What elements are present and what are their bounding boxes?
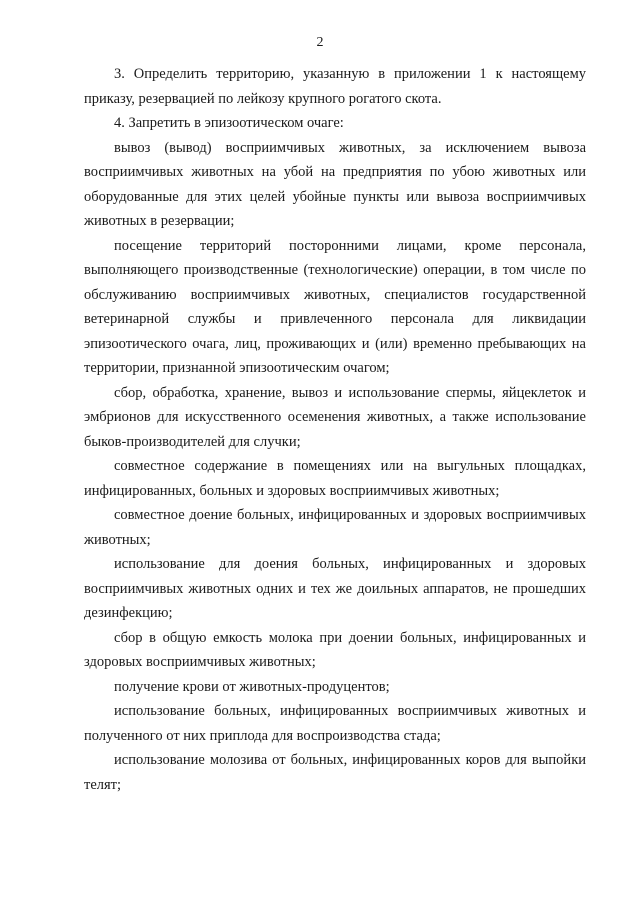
document-body xyxy=(84,62,586,797)
paragraph-export-ban: вывоз (вывод) восприимчивых животных, за исключением вывоза восприимчивых животных на убой на предприятия по убою животных или оборудованные для этих целей убойные пункты или вывоза восприимчивых животных в резервации; xyxy=(84,139,586,229)
page-number: 2 xyxy=(316,35,324,50)
paragraph-colostrum-ban: использование молозива от больных, инфицированных коров для выпойки телят; xyxy=(84,752,586,793)
paragraph-milk-collection-ban: сбор в общую емкость молока при доении больных, инфицированных и здоровых восприимчивых животных; xyxy=(84,629,586,670)
paragraph-breeding-ban: использование больных, инфицированных восприимчивых животных и полученного от них приплода для воспроизводства стада; xyxy=(84,703,586,744)
paragraph-visit-ban: посещение территорий посторонними лицами, кроме персонала, выполняющего производственные (технологические) операции, в том числе по обслуживанию восприимчивых животных, специалистов государственной ветеринарной службы и привлеченного персонала для ликвидации эпизоотического очага, лиц, проживающих и (или) временно пребывающих на территории, признанной эпизоотическим очагом; xyxy=(84,237,586,376)
paragraph-joint-milking-ban: совместное доение больных, инфицированных и здоровых восприимчивых животных; xyxy=(84,507,586,548)
paragraph-item-3: 3. Определить территорию, указанную в приложении 1 к настоящему приказу, резервацией по лейкозу крупного рогатого скота. xyxy=(84,66,586,107)
paragraph-blood-collection-ban: получение крови от животных-продуцентов; xyxy=(114,678,390,695)
paragraph-item-4-heading: 4. Запретить в эпизоотическом очаге: xyxy=(114,115,344,131)
paragraph-semen-ban: сбор, обработка, хранение, вывоз и использование спермы, яйцеклеток и эмбрионов для искусственного осеменения животных, а также использование быков-производителей для случки; xyxy=(84,384,586,450)
paragraph-milking-equipment-ban: использование для доения больных, инфицированных и здоровых восприимчивых животных одних и тех же доильных аппаратов, не прошедших дезинфекцию; xyxy=(84,556,586,621)
paragraph-joint-keeping-ban: совместное содержание в помещениях или на выгульных площадках, инфицированных, больных и здоровых восприимчивых животных; xyxy=(84,458,586,499)
